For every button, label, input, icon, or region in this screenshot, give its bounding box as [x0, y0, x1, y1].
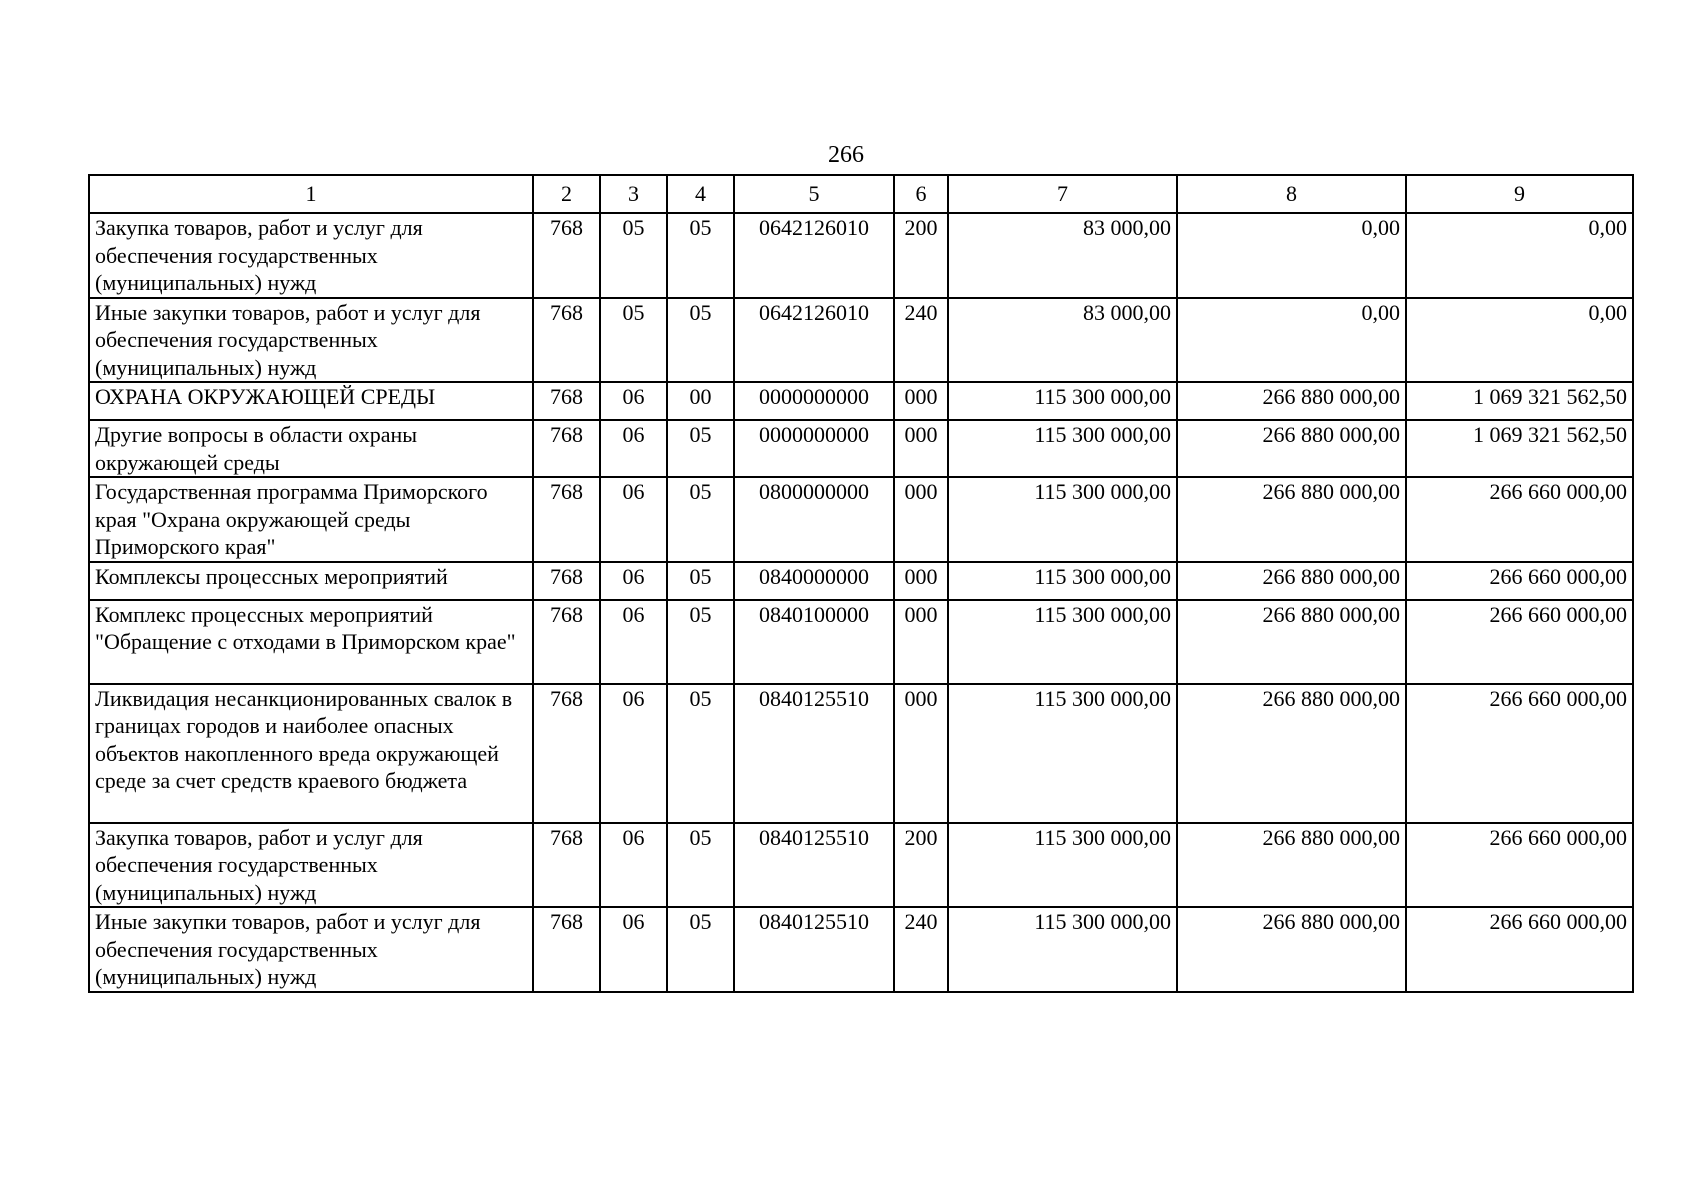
row-name: Закупка товаров, работ и услуг для обеспечения государственных (муниципальных) нужд: [89, 823, 533, 908]
row-cell: 200: [894, 823, 948, 908]
row-amount: 83 000,00: [948, 298, 1177, 383]
row-cell: 06: [600, 477, 667, 562]
row-cell: 0840100000: [734, 600, 894, 684]
row-amount: 266 660 000,00: [1406, 477, 1633, 562]
row-amount: 115 300 000,00: [948, 684, 1177, 823]
row-cell: 06: [600, 907, 667, 992]
row-name: Закупка товаров, работ и услуг для обеспечения государственных (муниципальных) нужд: [89, 213, 533, 298]
row-amount: 115 300 000,00: [948, 600, 1177, 684]
row-cell: 05: [667, 213, 734, 298]
row-cell: 05: [667, 600, 734, 684]
row-amount: 266 880 000,00: [1177, 382, 1406, 420]
table-row: [89, 298, 1633, 383]
row-cell: 05: [667, 562, 734, 600]
row-cell: 00: [667, 382, 734, 420]
row-cell: 768: [533, 420, 600, 477]
row-name: Ликвидация несанкционированных свалок в границах городов и наиболее опасных объектов накопленного вреда окружающей среде за счет средств краевого бюджета: [89, 684, 533, 823]
row-cell: 06: [600, 823, 667, 908]
header-row: [89, 175, 1633, 213]
row-amount: 266 660 000,00: [1406, 600, 1633, 684]
row-cell: 0642126010: [734, 213, 894, 298]
row-name: Другие вопросы в области охраны окружающей среды: [89, 420, 533, 477]
row-cell: 768: [533, 907, 600, 992]
row-amount: 115 300 000,00: [948, 823, 1177, 908]
row-cell: 0800000000: [734, 477, 894, 562]
row-name: ОХРАНА ОКРУЖАЮЩЕЙ СРЕДЫ: [89, 382, 533, 420]
row-amount: 266 880 000,00: [1177, 823, 1406, 908]
table-row: [89, 477, 1633, 562]
column-header: 6: [894, 175, 948, 213]
table-row: [89, 907, 1633, 992]
row-cell: 0000000000: [734, 382, 894, 420]
column-header: 8: [1177, 175, 1406, 213]
row-amount: 266 660 000,00: [1406, 907, 1633, 992]
row-amount: 0,00: [1406, 213, 1633, 298]
table-row: [89, 684, 1633, 823]
row-cell: 768: [533, 213, 600, 298]
row-cell: 06: [600, 382, 667, 420]
row-cell: 05: [667, 907, 734, 992]
budget-table: [88, 174, 1634, 993]
row-amount: 0,00: [1177, 298, 1406, 383]
column-header: 5: [734, 175, 894, 213]
table-row: [89, 382, 1633, 420]
row-amount: 266 880 000,00: [1177, 420, 1406, 477]
row-cell: 0642126010: [734, 298, 894, 383]
row-cell: 000: [894, 562, 948, 600]
row-cell: 768: [533, 382, 600, 420]
row-cell: 768: [533, 298, 600, 383]
row-amount: 0,00: [1406, 298, 1633, 383]
row-amount: 1 069 321 562,50: [1406, 420, 1633, 477]
row-cell: 0840125510: [734, 823, 894, 908]
table-row: [89, 823, 1633, 908]
row-amount: 266 660 000,00: [1406, 562, 1633, 600]
row-amount: 0,00: [1177, 213, 1406, 298]
row-cell: 06: [600, 600, 667, 684]
row-cell: 768: [533, 562, 600, 600]
row-cell: 768: [533, 684, 600, 823]
row-cell: 06: [600, 420, 667, 477]
row-amount: 266 880 000,00: [1177, 600, 1406, 684]
row-name: Государственная программа Приморского края "Охрана окружающей среды Приморского края": [89, 477, 533, 562]
table-row: [89, 420, 1633, 477]
row-amount: 83 000,00: [948, 213, 1177, 298]
row-cell: 0840125510: [734, 684, 894, 823]
row-amount: 115 300 000,00: [948, 382, 1177, 420]
row-amount: 266 660 000,00: [1406, 684, 1633, 823]
row-name: Иные закупки товаров, работ и услуг для обеспечения государственных (муниципальных) нужд: [89, 907, 533, 992]
row-cell: 000: [894, 477, 948, 562]
row-cell: 05: [667, 684, 734, 823]
row-amount: 115 300 000,00: [948, 562, 1177, 600]
column-header: 9: [1406, 175, 1633, 213]
page-number: 266: [828, 142, 864, 168]
row-cell: 05: [600, 213, 667, 298]
row-cell: 0000000000: [734, 420, 894, 477]
column-header: 7: [948, 175, 1177, 213]
row-cell: 000: [894, 600, 948, 684]
row-amount: 115 300 000,00: [948, 477, 1177, 562]
row-amount: 1 069 321 562,50: [1406, 382, 1633, 420]
row-amount: 266 880 000,00: [1177, 477, 1406, 562]
row-cell: 0840000000: [734, 562, 894, 600]
row-amount: 266 880 000,00: [1177, 562, 1406, 600]
row-amount: 266 880 000,00: [1177, 684, 1406, 823]
row-cell: 05: [600, 298, 667, 383]
row-name: Комплексы процессных мероприятий: [89, 562, 533, 600]
row-name: Иные закупки товаров, работ и услуг для обеспечения государственных (муниципальных) нужд: [89, 298, 533, 383]
column-header: 2: [533, 175, 600, 213]
row-amount: 115 300 000,00: [948, 907, 1177, 992]
row-cell: 000: [894, 684, 948, 823]
table-row: [89, 213, 1633, 298]
row-name: Комплекс процессных мероприятий "Обращение с отходами в Приморском крае": [89, 600, 533, 684]
row-cell: 06: [600, 684, 667, 823]
row-amount: 266 660 000,00: [1406, 823, 1633, 908]
row-cell: 200: [894, 213, 948, 298]
column-header: 4: [667, 175, 734, 213]
row-amount: 115 300 000,00: [948, 420, 1177, 477]
row-cell: 768: [533, 823, 600, 908]
row-cell: 06: [600, 562, 667, 600]
row-cell: 240: [894, 298, 948, 383]
row-cell: 0840125510: [734, 907, 894, 992]
column-header: 1: [89, 175, 533, 213]
row-cell: 05: [667, 420, 734, 477]
row-cell: 768: [533, 477, 600, 562]
row-cell: 000: [894, 382, 948, 420]
row-cell: 05: [667, 823, 734, 908]
row-cell: 768: [533, 600, 600, 684]
row-amount: 266 880 000,00: [1177, 907, 1406, 992]
row-cell: 000: [894, 420, 948, 477]
table-row: [89, 600, 1633, 684]
row-cell: 05: [667, 477, 734, 562]
row-cell: 05: [667, 298, 734, 383]
column-header: 3: [600, 175, 667, 213]
table-row: [89, 562, 1633, 600]
row-cell: 240: [894, 907, 948, 992]
